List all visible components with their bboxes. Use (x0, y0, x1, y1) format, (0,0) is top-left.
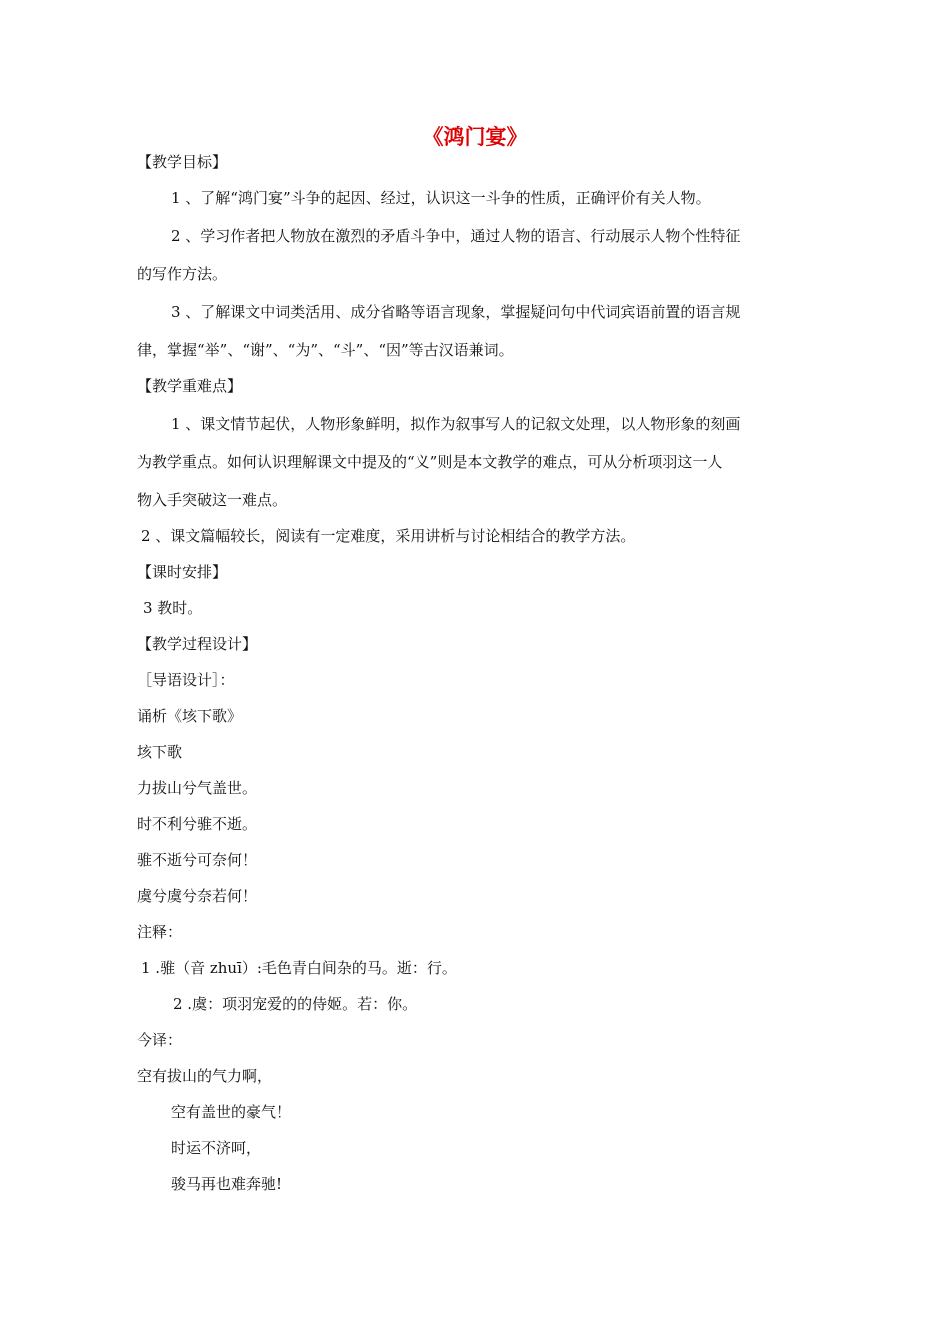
keypoint-1-line-3: 物入手突破这一难点。 (137, 491, 288, 509)
poem-title: 垓下歌 (137, 743, 183, 761)
notes-heading: 注释： (137, 923, 183, 941)
objective-2-line-1: 2 、学习作者把人物放在激烈的矛盾斗争中，通过人物的语言、行动展示人物个性特征 (171, 227, 741, 245)
objective-1: 1 、了解“鸿门宴”斗争的起因、经过，认识这一斗争的性质，正确评价有关人物。 (171, 189, 711, 207)
objectives-heading: 【教学目标】 (137, 153, 228, 171)
poem-line-4: 虞兮虞兮奈若何！ (137, 887, 258, 905)
poem-intro: 诵析《垓下歌》 (137, 707, 243, 725)
document-title: 《鸿门宴》 (422, 125, 528, 149)
process-heading: 【教学过程设计】 (137, 635, 258, 653)
document-body (137, 150, 813, 1196)
note-1: 1 .骓（音 zhuī）:毛色青白间杂的马。逝：行。 (141, 959, 457, 977)
schedule-text: 3 教时。 (143, 599, 203, 617)
translation-line-3: 时运不济呵， (171, 1139, 262, 1157)
poem-line-3: 骓不逝兮可奈何！ (137, 851, 258, 869)
objective-3-line-1: 3 、了解课文中词类活用、成分省略等语言现象，掌握疑问句中代词宾语前置的语言规 (171, 303, 741, 321)
schedule-heading: 【课时安排】 (137, 563, 228, 581)
translation-line-1: 空有拔山的气力啊， (137, 1067, 273, 1085)
intro-heading: ［导语设计］： (137, 671, 235, 689)
note-2: 2 .虞：项羽宠爱的的侍姬。若：你。 (173, 995, 418, 1013)
poem-line-2: 时不利兮骓不逝。 (137, 815, 258, 833)
keypoint-2: 2 、课文篇幅较长，阅读有一定难度，采用讲析与讨论相结合的教学方法。 (141, 527, 636, 545)
objective-2-line-2: 的写作方法。 (137, 265, 228, 283)
keypoints-heading: 【教学重难点】 (137, 377, 243, 395)
translation-line-2: 空有盖世的豪气！ (171, 1103, 292, 1121)
keypoint-1-line-2: 为教学重点。如何认识理解课文中提及的“义”则是本文教学的难点，可从分析项羽这一人 (137, 453, 723, 471)
translation-heading: 今译： (137, 1031, 183, 1049)
poem-line-1: 力拔山兮气盖世。 (137, 779, 258, 797)
keypoint-1-line-1: 1 、课文情节起伏，人物形象鲜明，拟作为叙事写人的记叙文处理，以人物形象的刻画 (171, 415, 741, 433)
translation-line-4: 骏马再也难奔驰! (171, 1175, 283, 1193)
objective-3-line-2: 律，掌握“举”、“谢”、“为”、“斗”、“因”等古汉语兼词。 (137, 341, 514, 359)
